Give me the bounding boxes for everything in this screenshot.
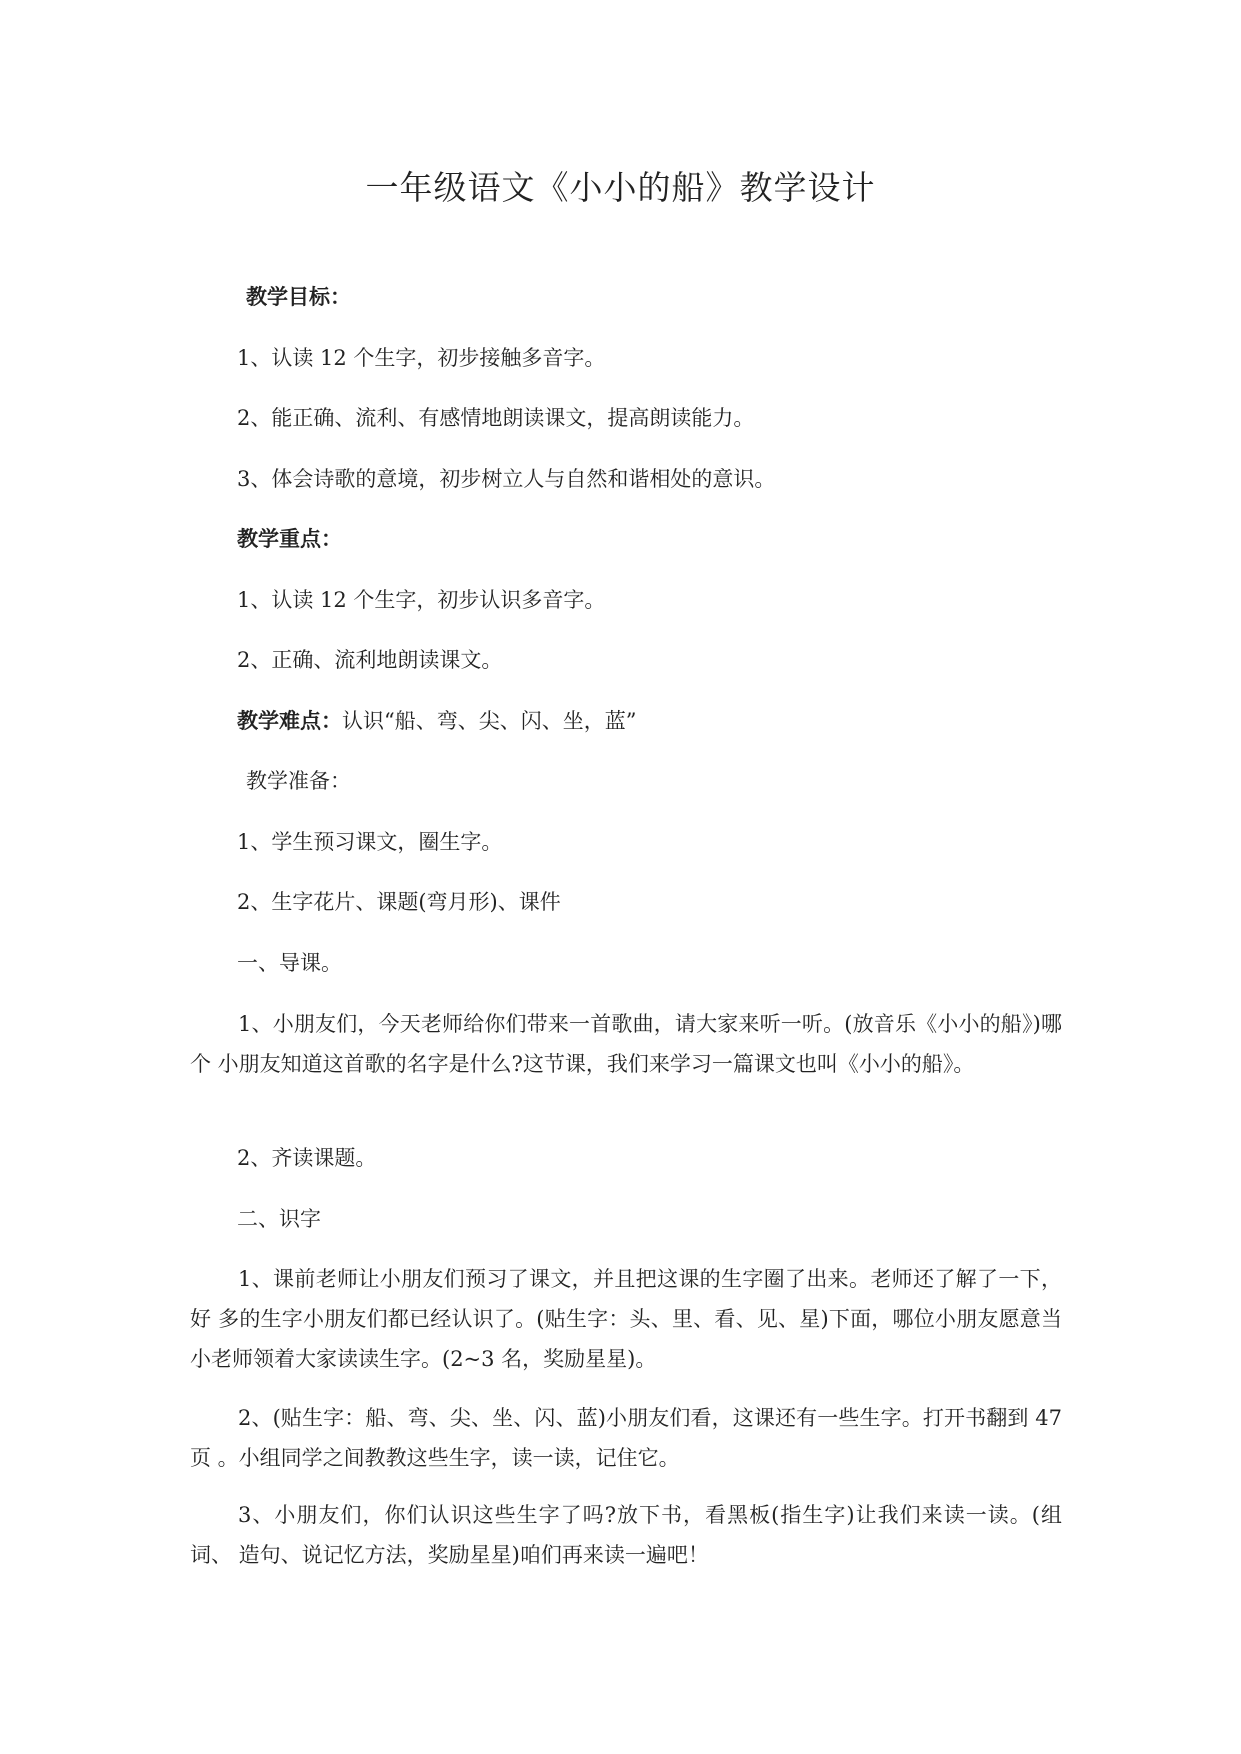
section-1-paragraph-1: 1、小朋友们，今天老师给你们带来一首歌曲，请大家来听一听。(放音乐《小小的船》)哪个 小朋友知道这首歌的名字是什么?这节课，我们来学习一篇课文也叫《小小的船》。 (190, 1012, 1062, 1076)
document-title: 一年级语文《小小的船》教学设计 (365, 168, 876, 207)
section-1-item-2: 2、齐读课题。 (237, 1146, 377, 1170)
difficulty-line (237, 706, 636, 736)
key-points-heading: 教学重点： (237, 526, 342, 551)
difficulty-text: 认识“船、弯、尖、闪、坐，蓝” (342, 709, 637, 733)
difficulty-heading: 教学难点： (237, 708, 342, 733)
section-1-heading: 一、导课。 (237, 951, 342, 975)
section-2-paragraph-3: 3、小朋友们，你们认识这些生字了吗?放下书，看黑板(指生字)让我们来读一读。(组词、 造句、说记忆方法，奖励星星)咱们再来读一遍吧！ (190, 1503, 1062, 1567)
preparation-heading: 教学准备： (246, 769, 351, 793)
preparation-item-1: 1、学生预习课文，圈生字。 (237, 830, 503, 854)
section-2-paragraph-1: 1、课前老师让小朋友们预习了课文，并且把这课的生字圈了出来。老师还了解了一下，好 多的生字小朋友们都已经认识了。(贴生字：头、里、看、见、星)下面，哪位小朋友愿意当 小老师领着大家读读生字。(2~3 名，奖励星星)。 (190, 1267, 1062, 1371)
key-point-item-1: 1、认读 12 个生字，初步认识多音字。 (237, 588, 606, 612)
key-point-item-2: 2、正确、流利地朗读课文。 (237, 648, 503, 672)
goal-item-3: 3、体会诗歌的意境，初步树立人与自然和谐相处的意识。 (237, 467, 776, 491)
section-2-paragraph-2: 2、(贴生字：船、弯、尖、坐、闪、蓝)小朋友们看，这课还有一些生字。打开书翻到 47 页 。小组同学之间教教这些生字，读一读，记住它。 (190, 1406, 1062, 1470)
goal-item-2: 2、能正确、流利、有感情地朗读课文，提高朗读能力。 (237, 406, 755, 430)
section-2-heading: 二、识字 (237, 1207, 321, 1231)
goals-heading: 教学目标： (246, 284, 351, 309)
goal-item-1: 1、认读 12 个生字，初步接触多音字。 (237, 346, 606, 370)
preparation-item-2: 2、生字花片、课题(弯月形)、课件 (237, 890, 561, 914)
